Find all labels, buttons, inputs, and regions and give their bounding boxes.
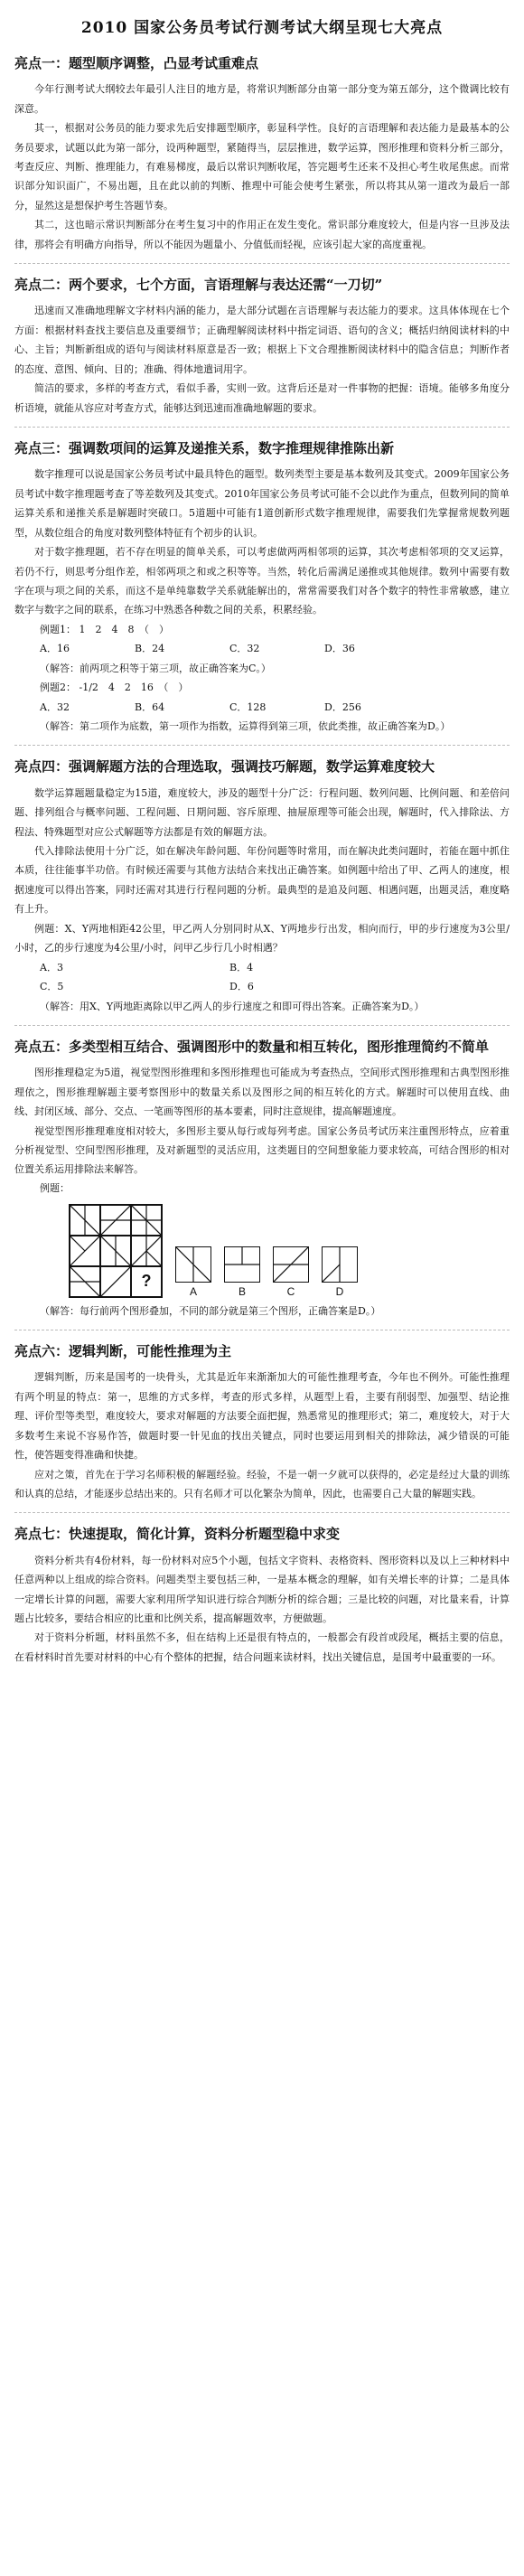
question-mark-icon: ? [141,1272,152,1291]
figure-puzzle [69,1204,510,1298]
choice-label: A [189,1284,197,1298]
example-2-options [40,698,419,717]
figure-cell [100,1266,131,1297]
paragraph: 应对之策，首先在于学习名师积极的解题经验。经验，不是一朝一夕就可以获得的，必定是经过大量的训练和认真的总结，才能逐步总结出来的。只有名师才可以化繁杂为简单，因此，也需要自己大量的解题实践。 [14,1468,510,1500]
example-sequence: -1/2 4 2 16 （ ） [79,682,189,694]
divider [14,1512,510,1513]
paragraph: 简洁的要求，多样的考查方式，看似手番，实则一致。这背后还是对一件事物的把握：语境。能够多角度分析语境，就能从容应对考查方式，能够达到迅速而准确地解题的要求。 [14,382,510,414]
choice-d [322,1246,358,1298]
option-a: A．32 [40,700,70,713]
paragraph: 其一，根据对公务员的能力要求先后安排题型顺序，彰显科学性。良好的言语理解和表达能力是最基本的公务员要求，试题以此为第一部分，设两种题型，紧随得当，层层推进，数学运算，图形推理和资料分析三部分，考查反应、判断、推理能力，有难易梯度，最后以常识判断收尾，答完题考生还来不及担心考生收尾焦虑。而常识部分知识面广，不易出题，且在此以前的判断、推理中可能会使考生紧张，所以将其从第一道改为最后一部分，显然这是想保护考生答题节奏。 [14,122,510,212]
example-answer: （解答：每行前两个图形叠加，不同的部分就是第三个图形，正确答案是D。） [40,1304,381,1317]
example-1 [40,620,510,639]
figure-cell [131,1205,162,1236]
option-c: C．5 [40,981,64,993]
option-c: C．32 [229,643,260,655]
section-6-heading: 亮点六：逻辑判断，可能性推理为主 [14,1343,232,1360]
divider [14,1025,510,1026]
option-d: D．36 [324,643,355,655]
paragraph: 视觉型图形推理难度相对较大，多图形主要从每行或每列考虑。国家公务员考试历来注重图形特点，应着重分析视觉型、空间型图形推理，及对新题型的灵活应用，这类题目的空间想象能力要求较高，可结合图形的相对位置关系运用排除法来解答。 [14,1124,510,1176]
example-2-answer: （解答：第二项作为底数，第一项作为指数，运算得到第三项，依此类推，故正确答案为D。） [40,720,451,732]
choice-a [175,1246,211,1298]
example-1-answer: （解答：前两项之积等于第三项，故正确答案为C。） [40,662,271,674]
example-label: 例题1： [40,623,76,635]
section-1 [14,53,510,254]
section-1-heading: 亮点一：题型顺序调整，凸显考试重难点 [14,55,259,71]
paragraph: 资料分析共有4份材料，每一份材料对应5个小题，包括文字资料、表格资料、图形资料以及以上三种材料中任意两种以上组成的综合资料。问题类型主要包括三种，一是基本概念的理解，如有关增长率的计算；二是具体一定增长计算的问题，需要大家利用所学知识进行综合判断分析的综合题；三是比较的问题，对比量来看，计算题占比较多，要结合相应的比重和比例关系，提高解题效率，方便做题。 [14,1554,510,1625]
figure-cell [70,1236,100,1266]
section-5-heading: 亮点五：多类型相互结合、强调图形中的数量和相互转化，图形推理简约不简单 [14,1038,490,1055]
section-6 [14,1341,510,1503]
divider [14,745,510,746]
paragraph: 逻辑判断，历来是国考的一块骨头，尤其是近年来渐渐加大的可能性推理考查，今年也不例外。可能性推理有两个明显的特点：第一，思维的方式多样，考查的形式多样，从题型上看，主要有削弱型、加强型、结论推理、评价型等类型，难度较大，要求对解题的方法要全面把握，熟悉常见的推理形式；第二，难度较大，对于大多数考生来说不容易作答，做题时要一针见血的找出关键点，同时也要运用到相关的排除法，减少错误的可能性，使答题变得准确和快捷。 [14,1371,510,1462]
section-3-heading: 亮点三：强调数项间的运算及递推关系，数字推理规律推陈出新 [14,440,395,457]
paragraph: 图形推理稳定为5道，视觉型图形推理和多图形推理也可能成为考查热点，空间形式图形推理和古典型图形推理依之，图形推理解题主要考察图形中的数量关系以及图形之间的相互转化的方式。解题时可以使用直线、曲线、封闭区域、部分、交点、一笔画等图形的基本要素，同时注意规律，提高解题速度。 [14,1067,510,1118]
figure-cell [70,1266,100,1297]
paragraph: 对于数字推理题，若不存在明显的简单关系，可以考虑做两两相邻项的运算，其次考虑相邻项的交叉运算，若仍不行，则思考分组作差，相邻两项之和或之积等等。当然，转化后需满足递推或其他规律。数列中需要有数字在项与项之间的关系，而这不是单纯靠数学关系就能解出的，常常需要我们对各个数字的特性非常敏感，建立数字与数字之间的联系，在练习中熟悉各种数之间的关系，积累经验。 [14,546,510,616]
option-b: B．4 [229,961,254,973]
option-b: B．24 [135,643,165,655]
example-label: 例题： [40,1181,70,1194]
option-d: D．256 [324,700,361,713]
example-options [40,958,419,997]
example-label: 例题2： [40,682,76,694]
figure-cell [70,1205,100,1236]
choice-label: D [335,1284,344,1298]
option-a: A．16 [40,643,70,655]
section-2 [14,275,510,418]
example-question: 例题：X、Y两地相距42公里，甲乙两人分别同时从X、Y两地步行出发，相向而行，甲的步行速度为3公里/小时，乙的步行速度为4公里/小时，问甲乙步行几小时相遇？ [14,922,510,954]
example-1-options [40,639,419,658]
paragraph: 数学运算题题量稳定为15道，难度较大，涉及的题型十分广泛：行程问题、数列问题、比例问题、和差倍问题、排列组合与概率问题、工程问题、日期问题、容斥原理、抽屉原理等可能会出现，解题时，代入排除法、方程法、特殊题型对应公式解题等方法都是有效的解题方法。 [14,786,510,838]
page-title: 2010 国家公务员考试行测考试大纲呈现七大亮点 [80,19,444,37]
example-answer: （解答：用X、Y两地距离除以甲乙两人的步行速度之和即可得出答案。正确答案为D。） [40,1000,425,1012]
example-sequence: 1 2 4 8 （ ） [79,623,169,635]
section-4-heading: 亮点四：强调解题方法的合理选取，强调技巧解题，数学运算难度较大 [14,758,435,776]
paragraph: 其二，这也暗示常识判断部分在考生复习中的作用正在发生变化。常识部分难度较大，但是内容一旦涉及法律，那将会有明确方向指导，所以不能因为题量小、分值低而轻视，应该引起大家的高度重视。 [14,219,510,250]
section-7-heading: 亮点七：快速提取，简化计算，资料分析题型稳中求变 [14,1526,341,1543]
section-3 [14,438,510,736]
figure-cell [100,1205,131,1236]
figure-grid [69,1204,163,1298]
paragraph: 今年行测考试大纲较去年最引人注目的地方是，将常识判断部分由第一部分变为第五部分，这个微调比较有深意。 [14,83,510,115]
paragraph: 数字推理可以说是国家公务员考试中最具特色的题型。数列类型主要是基本数列及其变式。2009年国家公务员考试中数字推理题考查了等差数列及其变式。2010年国家公务员考试可能不会以此作为重点，但数列间的简单运算关系和递推关系是解题时突破口。5道题中可能有1道创新形式数字推理规律，需要我们先掌握常规数列题型，从数位组合的角度对数列整体特征有个初步的认识。 [14,468,510,539]
section-5 [14,1037,510,1321]
figure-cell-unknown [131,1266,162,1297]
paragraph: 对于资料分析题，材料虽然不多，但在结构上还是很有特点的，一般都会有段首或段尾，概括主要的信息，在看材料时首先要对材料的中心有个整体的把握，结合问题来读材料，找出关键信息，是国考中最重要的一环。 [14,1631,510,1663]
option-d: D．6 [229,981,254,993]
figure-cell [100,1236,131,1266]
section-2-heading: 亮点二：两个要求，七个方面，言语理解与表达还需“一刀切” [14,277,383,294]
section-7 [14,1524,510,1667]
choice-label: B [238,1284,246,1298]
divider [14,263,510,264]
figure-cell [131,1236,162,1266]
option-b: B．64 [135,700,165,713]
option-a: A．3 [40,961,63,973]
option-c: C．128 [229,700,267,713]
section-4 [14,757,510,1016]
example-2 [40,678,510,697]
paragraph: 迅速而又准确地理解文字材料内涵的能力，是大部分试题在言语理解与表达能力的要求。这具体体现在七个方面：根据材料查找主要信息及重要细节；正确理解阅读材料中指定词语、语句的含义；概括归纳阅读材料的中心、主旨；判断新组成的语句与阅读材料原意是否一致；根据上下文合理推断阅读材料中的隐含信息；判断作者的态度、意图、倾向、目的；准确、得体地遣词用字。 [14,305,510,375]
divider [14,427,510,428]
paragraph: 代入排除法使用十分广泛，如在解决年龄问题、年份问题等时常用，而在解决此类问题时，若能在题中抓住本质，往往能事半功倍。有时候还需要与其他方法结合来找出正确答案。如例题中给出了甲、乙两人的速度，根据速度可以得出答案，同时还需对其进行行程问题的分析。最典型的是追及问题、相遇问题，出题灵活，难度略有上升。 [14,845,510,916]
choice-b [224,1246,260,1298]
choice-c [273,1246,309,1298]
choice-label: C [286,1284,295,1298]
